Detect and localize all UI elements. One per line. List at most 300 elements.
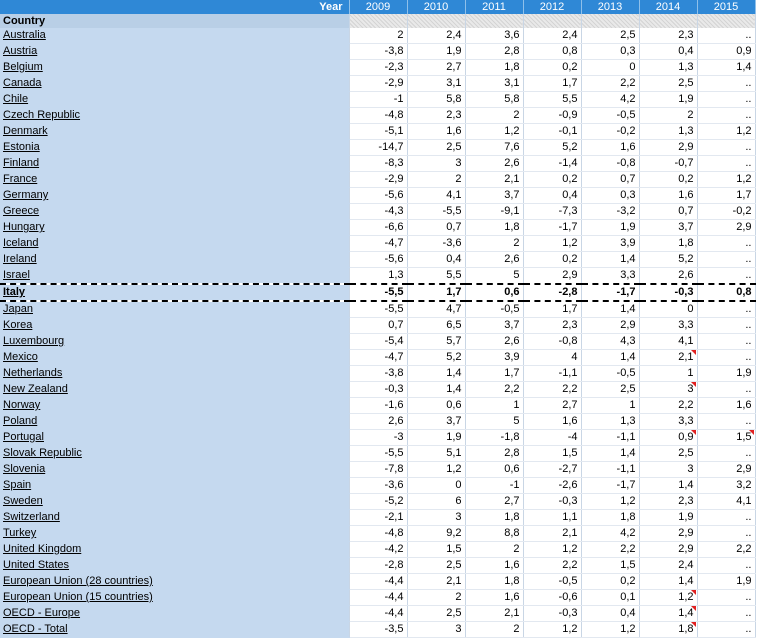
value-cell[interactable]: 1,8 (465, 60, 523, 76)
value-cell[interactable]: .. (697, 268, 755, 285)
value-cell[interactable]: .. (697, 606, 755, 622)
year-header[interactable]: 2010 (407, 0, 465, 14)
country-link[interactable]: Ireland (0, 252, 349, 268)
value-cell[interactable]: 1,3 (581, 414, 639, 430)
value-cell[interactable]: -5,6 (349, 252, 407, 268)
country-link[interactable]: Netherlands (0, 366, 349, 382)
value-cell[interactable]: 2,2 (465, 382, 523, 398)
value-cell[interactable]: -8,3 (349, 156, 407, 172)
country-link[interactable]: Spain (0, 478, 349, 494)
country-link[interactable]: United States (0, 558, 349, 574)
value-cell[interactable]: -14,7 (349, 140, 407, 156)
value-cell[interactable]: 0,8 (523, 44, 581, 60)
value-cell[interactable]: 1,8 (639, 236, 697, 252)
value-cell[interactable]: 1,2 (697, 124, 755, 140)
value-cell[interactable]: 0,7 (407, 220, 465, 236)
value-cell[interactable]: 1,5 (407, 542, 465, 558)
value-cell[interactable]: 0 (581, 60, 639, 76)
value-cell[interactable]: -3,8 (349, 44, 407, 60)
value-cell[interactable]: 3,7 (465, 318, 523, 334)
value-cell[interactable]: 0,7 (581, 172, 639, 188)
value-cell[interactable]: -2,6 (523, 478, 581, 494)
value-cell[interactable]: 1,5 (523, 446, 581, 462)
value-cell[interactable]: 2,1 (465, 172, 523, 188)
value-cell[interactable]: .. (697, 140, 755, 156)
value-cell[interactable]: 0,3 (581, 44, 639, 60)
value-cell[interactable]: -4,4 (349, 590, 407, 606)
value-cell[interactable]: 1 (581, 398, 639, 414)
value-cell[interactable]: -1,6 (349, 398, 407, 414)
value-cell[interactable]: -0,3 (523, 606, 581, 622)
value-cell[interactable]: 0,2 (523, 60, 581, 76)
value-cell[interactable]: 1 (639, 366, 697, 382)
country-link[interactable]: France (0, 172, 349, 188)
value-cell[interactable]: 1,2 (523, 236, 581, 252)
value-cell[interactable]: -0,3 (639, 284, 697, 301)
value-cell[interactable]: -4,3 (349, 204, 407, 220)
value-cell[interactable]: -6,6 (349, 220, 407, 236)
value-cell[interactable]: -3 (349, 430, 407, 446)
value-cell[interactable]: 4 (523, 350, 581, 366)
value-cell[interactable]: 3,1 (407, 76, 465, 92)
value-cell[interactable]: -1 (465, 478, 523, 494)
country-link[interactable]: OECD - Total (0, 622, 349, 638)
value-cell[interactable]: -4,4 (349, 574, 407, 590)
value-cell[interactable]: 1,7 (465, 366, 523, 382)
value-cell[interactable]: 2,1 (639, 350, 697, 366)
value-cell[interactable]: 0,2 (639, 172, 697, 188)
value-cell[interactable]: .. (697, 108, 755, 124)
value-cell[interactable]: -0,6 (523, 590, 581, 606)
year-header[interactable]: 2012 (523, 0, 581, 14)
value-cell[interactable]: 8,8 (465, 526, 523, 542)
value-cell[interactable]: 2,3 (407, 108, 465, 124)
value-cell[interactable]: 2,9 (581, 318, 639, 334)
value-cell[interactable]: 1,7 (523, 301, 581, 318)
value-cell[interactable]: 0,6 (465, 284, 523, 301)
country-link[interactable]: Switzerland (0, 510, 349, 526)
value-cell[interactable]: 1,7 (407, 284, 465, 301)
value-cell[interactable]: -7,3 (523, 204, 581, 220)
value-cell[interactable]: .. (697, 252, 755, 268)
value-cell[interactable]: 2,2 (581, 542, 639, 558)
value-cell[interactable]: 2,4 (523, 28, 581, 44)
value-cell[interactable]: 5,5 (407, 268, 465, 285)
value-cell[interactable]: -4,7 (349, 236, 407, 252)
country-link[interactable]: European Union (28 countries) (0, 574, 349, 590)
value-cell[interactable]: -0,5 (581, 108, 639, 124)
value-cell[interactable]: 6 (407, 494, 465, 510)
value-cell[interactable]: -5,4 (349, 334, 407, 350)
value-cell[interactable]: -3,2 (581, 204, 639, 220)
value-cell[interactable]: -0,3 (349, 382, 407, 398)
value-cell[interactable]: 2,5 (407, 606, 465, 622)
country-link[interactable]: Norway (0, 398, 349, 414)
country-link[interactable]: Chile (0, 92, 349, 108)
value-cell[interactable]: 1,2 (639, 590, 697, 606)
value-cell[interactable]: 3,9 (465, 350, 523, 366)
value-cell[interactable]: 1,4 (697, 60, 755, 76)
value-cell[interactable]: 4,1 (407, 188, 465, 204)
value-cell[interactable]: 1,4 (639, 574, 697, 590)
value-cell[interactable]: .. (697, 318, 755, 334)
value-cell[interactable]: -0,8 (581, 156, 639, 172)
value-cell[interactable]: 1,6 (465, 558, 523, 574)
country-link[interactable]: Poland (0, 414, 349, 430)
value-cell[interactable]: -5,6 (349, 188, 407, 204)
value-cell[interactable]: -4,2 (349, 542, 407, 558)
value-cell[interactable]: 1,4 (581, 252, 639, 268)
value-cell[interactable]: -0,3 (523, 494, 581, 510)
value-cell[interactable]: 3 (639, 382, 697, 398)
value-cell[interactable]: 5,7 (407, 334, 465, 350)
value-cell[interactable]: 3 (639, 462, 697, 478)
country-link[interactable]: United Kingdom (0, 542, 349, 558)
value-cell[interactable]: 3,3 (639, 318, 697, 334)
value-cell[interactable]: -5,5 (349, 284, 407, 301)
value-cell[interactable]: 2,2 (523, 558, 581, 574)
value-cell[interactable]: 1,4 (407, 382, 465, 398)
value-cell[interactable]: -1,1 (581, 430, 639, 446)
value-cell[interactable]: 2,2 (697, 542, 755, 558)
country-link[interactable]: Finland (0, 156, 349, 172)
value-cell[interactable]: 4,3 (581, 334, 639, 350)
value-cell[interactable]: 1,9 (697, 574, 755, 590)
value-cell[interactable]: 1,8 (465, 220, 523, 236)
value-cell[interactable]: -5,5 (349, 446, 407, 462)
value-cell[interactable]: 1,2 (697, 172, 755, 188)
value-cell[interactable]: 1,6 (465, 590, 523, 606)
value-cell[interactable]: 2,6 (349, 414, 407, 430)
value-cell[interactable]: .. (697, 382, 755, 398)
value-cell[interactable]: 2,6 (465, 156, 523, 172)
value-cell[interactable]: .. (697, 334, 755, 350)
value-cell[interactable]: 0,6 (465, 462, 523, 478)
value-cell[interactable]: -7,8 (349, 462, 407, 478)
value-cell[interactable]: 5 (465, 268, 523, 285)
value-cell[interactable]: 2 (349, 28, 407, 44)
value-cell[interactable]: 1,6 (639, 188, 697, 204)
value-cell[interactable]: -5,5 (349, 301, 407, 318)
value-cell[interactable]: 2,5 (639, 76, 697, 92)
value-cell[interactable]: -0,2 (697, 204, 755, 220)
value-cell[interactable]: 1,2 (523, 542, 581, 558)
value-cell[interactable]: 2,7 (407, 60, 465, 76)
country-link[interactable]: Mexico (0, 350, 349, 366)
country-link[interactable]: Germany (0, 188, 349, 204)
country-link[interactable]: Japan (0, 301, 349, 318)
value-cell[interactable]: -1,7 (523, 220, 581, 236)
value-cell[interactable]: -2,8 (523, 284, 581, 301)
value-cell[interactable]: -5,2 (349, 494, 407, 510)
country-link[interactable]: European Union (15 countries) (0, 590, 349, 606)
value-cell[interactable]: .. (697, 590, 755, 606)
country-link[interactable]: Slovak Republic (0, 446, 349, 462)
value-cell[interactable]: 2,1 (407, 574, 465, 590)
value-cell[interactable]: 1,9 (407, 44, 465, 60)
value-cell[interactable]: 2,5 (639, 446, 697, 462)
value-cell[interactable]: 1,3 (349, 268, 407, 285)
value-cell[interactable]: 1,5 (697, 430, 755, 446)
value-cell[interactable]: 1,2 (581, 622, 639, 638)
value-cell[interactable]: 1,7 (697, 188, 755, 204)
value-cell[interactable]: 3,1 (465, 76, 523, 92)
value-cell[interactable]: -3,6 (349, 478, 407, 494)
value-cell[interactable]: 2,8 (465, 44, 523, 60)
value-cell[interactable]: 0,2 (523, 172, 581, 188)
value-cell[interactable]: 1,4 (407, 366, 465, 382)
value-cell[interactable]: 1,5 (581, 558, 639, 574)
value-cell[interactable]: 1,1 (523, 510, 581, 526)
value-cell[interactable]: 3,3 (639, 414, 697, 430)
value-cell[interactable]: 1,4 (581, 446, 639, 462)
value-cell[interactable]: 1,8 (465, 574, 523, 590)
value-cell[interactable]: 4,7 (407, 301, 465, 318)
value-cell[interactable]: 1,3 (639, 60, 697, 76)
value-cell[interactable]: 5,2 (639, 252, 697, 268)
year-header[interactable]: 2015 (697, 0, 755, 14)
year-header[interactable]: 2013 (581, 0, 639, 14)
value-cell[interactable]: .. (697, 92, 755, 108)
value-cell[interactable]: -4 (523, 430, 581, 446)
year-header[interactable]: 2011 (465, 0, 523, 14)
value-cell[interactable]: 3,2 (697, 478, 755, 494)
year-header[interactable]: 2009 (349, 0, 407, 14)
value-cell[interactable]: -1,7 (581, 478, 639, 494)
value-cell[interactable]: -4,8 (349, 526, 407, 542)
value-cell[interactable]: 0,3 (581, 188, 639, 204)
value-cell[interactable]: 2,9 (639, 542, 697, 558)
value-cell[interactable]: 2 (465, 108, 523, 124)
value-cell[interactable]: 1,9 (407, 430, 465, 446)
value-cell[interactable]: 2,9 (523, 268, 581, 285)
value-cell[interactable]: 2,1 (523, 526, 581, 542)
value-cell[interactable]: 2,7 (523, 398, 581, 414)
value-cell[interactable]: .. (697, 76, 755, 92)
value-cell[interactable]: -0,1 (523, 124, 581, 140)
value-cell[interactable]: 4,1 (639, 334, 697, 350)
value-cell[interactable]: 2,6 (639, 268, 697, 285)
country-link[interactable]: Belgium (0, 60, 349, 76)
country-link[interactable]: Slovenia (0, 462, 349, 478)
value-cell[interactable]: 1,2 (523, 622, 581, 638)
value-cell[interactable]: 7,6 (465, 140, 523, 156)
country-link[interactable]: Austria (0, 44, 349, 60)
value-cell[interactable]: 1,8 (465, 510, 523, 526)
value-cell[interactable]: 1,9 (581, 220, 639, 236)
value-cell[interactable]: -2,3 (349, 60, 407, 76)
value-cell[interactable]: .. (697, 301, 755, 318)
value-cell[interactable]: 1,4 (639, 478, 697, 494)
value-cell[interactable]: 2,8 (465, 446, 523, 462)
value-cell[interactable]: -0,5 (581, 366, 639, 382)
value-cell[interactable]: 5 (465, 414, 523, 430)
value-cell[interactable]: 0,9 (697, 44, 755, 60)
value-cell[interactable]: 1,7 (523, 76, 581, 92)
value-cell[interactable]: 6,5 (407, 318, 465, 334)
value-cell[interactable]: -2,1 (349, 510, 407, 526)
value-cell[interactable]: 3,7 (465, 188, 523, 204)
value-cell[interactable]: 1 (465, 398, 523, 414)
year-header[interactable]: 2014 (639, 0, 697, 14)
country-link[interactable]: Czech Republic (0, 108, 349, 124)
value-cell[interactable]: 3,9 (581, 236, 639, 252)
value-cell[interactable]: 1,2 (407, 462, 465, 478)
value-cell[interactable]: 1,9 (639, 92, 697, 108)
value-cell[interactable]: -9,1 (465, 204, 523, 220)
country-link[interactable]: OECD - Europe (0, 606, 349, 622)
value-cell[interactable]: 2,1 (465, 606, 523, 622)
value-cell[interactable]: 1,8 (581, 510, 639, 526)
value-cell[interactable]: .. (697, 414, 755, 430)
value-cell[interactable]: 0,2 (581, 574, 639, 590)
country-link[interactable]: Portugal (0, 430, 349, 446)
value-cell[interactable]: 0,2 (523, 252, 581, 268)
value-cell[interactable]: 1,4 (639, 606, 697, 622)
value-cell[interactable]: 0,4 (581, 606, 639, 622)
value-cell[interactable]: -1,4 (523, 156, 581, 172)
value-cell[interactable]: 2 (407, 172, 465, 188)
value-cell[interactable]: 2,5 (581, 28, 639, 44)
value-cell[interactable]: 3,7 (639, 220, 697, 236)
value-cell[interactable]: 5,8 (465, 92, 523, 108)
country-link[interactable]: Hungary (0, 220, 349, 236)
value-cell[interactable]: 2 (639, 108, 697, 124)
country-link[interactable]: New Zealand (0, 382, 349, 398)
value-cell[interactable]: 1,2 (465, 124, 523, 140)
country-link[interactable]: Sweden (0, 494, 349, 510)
value-cell[interactable]: -0,9 (523, 108, 581, 124)
value-cell[interactable]: -3,6 (407, 236, 465, 252)
value-cell[interactable]: -4,7 (349, 350, 407, 366)
value-cell[interactable]: 1,3 (639, 124, 697, 140)
value-cell[interactable]: 3,3 (581, 268, 639, 285)
value-cell[interactable]: -3,8 (349, 366, 407, 382)
value-cell[interactable]: 2,2 (581, 76, 639, 92)
country-link[interactable]: Korea (0, 318, 349, 334)
value-cell[interactable]: 2 (465, 542, 523, 558)
country-link[interactable]: Australia (0, 28, 349, 44)
country-link[interactable]: Iceland (0, 236, 349, 252)
value-cell[interactable]: 1,4 (581, 350, 639, 366)
value-cell[interactable]: -5,1 (349, 124, 407, 140)
value-cell[interactable]: 2 (465, 622, 523, 638)
value-cell[interactable]: 1,8 (639, 622, 697, 638)
value-cell[interactable]: 0,4 (407, 252, 465, 268)
value-cell[interactable]: 2,3 (639, 494, 697, 510)
value-cell[interactable]: .. (697, 236, 755, 252)
value-cell[interactable]: 1,9 (639, 510, 697, 526)
value-cell[interactable]: 0,4 (523, 188, 581, 204)
value-cell[interactable]: 0,6 (407, 398, 465, 414)
value-cell[interactable]: 2,2 (639, 398, 697, 414)
value-cell[interactable]: 2 (465, 236, 523, 252)
value-cell[interactable]: -3,5 (349, 622, 407, 638)
value-cell[interactable]: -0,2 (581, 124, 639, 140)
value-cell[interactable]: 1,2 (581, 494, 639, 510)
country-link[interactable]: Turkey (0, 526, 349, 542)
value-cell[interactable]: 3,6 (465, 28, 523, 44)
value-cell[interactable]: 2,9 (639, 140, 697, 156)
value-cell[interactable]: 2,5 (407, 140, 465, 156)
value-cell[interactable]: 2,5 (407, 558, 465, 574)
value-cell[interactable]: 9,2 (407, 526, 465, 542)
value-cell[interactable]: 3 (407, 510, 465, 526)
value-cell[interactable]: .. (697, 350, 755, 366)
value-cell[interactable]: 4,1 (697, 494, 755, 510)
value-cell[interactable]: 1,9 (697, 366, 755, 382)
value-cell[interactable]: 1,6 (523, 414, 581, 430)
value-cell[interactable]: -0,7 (639, 156, 697, 172)
value-cell[interactable]: 2,9 (639, 526, 697, 542)
value-cell[interactable]: 5,5 (523, 92, 581, 108)
value-cell[interactable]: 2,3 (523, 318, 581, 334)
country-link[interactable]: Canada (0, 76, 349, 92)
value-cell[interactable]: 1,6 (407, 124, 465, 140)
value-cell[interactable]: 2,6 (465, 252, 523, 268)
value-cell[interactable]: 1,6 (581, 140, 639, 156)
value-cell[interactable]: 2,3 (639, 28, 697, 44)
country-link[interactable]: Denmark (0, 124, 349, 140)
value-cell[interactable]: .. (697, 446, 755, 462)
value-cell[interactable]: 0 (639, 301, 697, 318)
value-cell[interactable]: .. (697, 526, 755, 542)
value-cell[interactable]: 2,5 (581, 382, 639, 398)
value-cell[interactable]: 2 (407, 590, 465, 606)
value-cell[interactable]: 0,7 (349, 318, 407, 334)
value-cell[interactable]: 3,7 (407, 414, 465, 430)
value-cell[interactable]: .. (697, 510, 755, 526)
value-cell[interactable]: 0 (407, 478, 465, 494)
country-link[interactable]: Israel (0, 268, 349, 285)
value-cell[interactable]: -1 (349, 92, 407, 108)
value-cell[interactable]: -0,5 (465, 301, 523, 318)
value-cell[interactable]: 2,4 (407, 28, 465, 44)
value-cell[interactable]: -4,4 (349, 606, 407, 622)
value-cell[interactable]: 1,6 (697, 398, 755, 414)
country-link[interactable]: Italy (0, 284, 349, 301)
value-cell[interactable]: .. (697, 622, 755, 638)
value-cell[interactable]: 2,6 (465, 334, 523, 350)
value-cell[interactable]: 0,8 (697, 284, 755, 301)
value-cell[interactable]: -1,8 (465, 430, 523, 446)
value-cell[interactable]: -2,8 (349, 558, 407, 574)
value-cell[interactable]: 4,2 (581, 92, 639, 108)
value-cell[interactable]: 2,9 (697, 462, 755, 478)
value-cell[interactable]: -1,1 (581, 462, 639, 478)
value-cell[interactable]: -2,7 (523, 462, 581, 478)
value-cell[interactable]: 2,4 (639, 558, 697, 574)
value-cell[interactable]: -2,9 (349, 172, 407, 188)
value-cell[interactable]: -0,8 (523, 334, 581, 350)
value-cell[interactable]: -0,5 (523, 574, 581, 590)
value-cell[interactable]: .. (697, 28, 755, 44)
country-link[interactable]: Estonia (0, 140, 349, 156)
value-cell[interactable]: 2,7 (465, 494, 523, 510)
value-cell[interactable]: 3 (407, 622, 465, 638)
value-cell[interactable]: -5,5 (407, 204, 465, 220)
value-cell[interactable]: 5,8 (407, 92, 465, 108)
value-cell[interactable]: 0,1 (581, 590, 639, 606)
value-cell[interactable]: -2,9 (349, 76, 407, 92)
value-cell[interactable]: 2,2 (523, 382, 581, 398)
value-cell[interactable]: 5,2 (523, 140, 581, 156)
country-link[interactable]: Luxembourg (0, 334, 349, 350)
value-cell[interactable]: 4,2 (581, 526, 639, 542)
value-cell[interactable]: 5,2 (407, 350, 465, 366)
value-cell[interactable]: -4,8 (349, 108, 407, 124)
value-cell[interactable]: -1,1 (523, 366, 581, 382)
